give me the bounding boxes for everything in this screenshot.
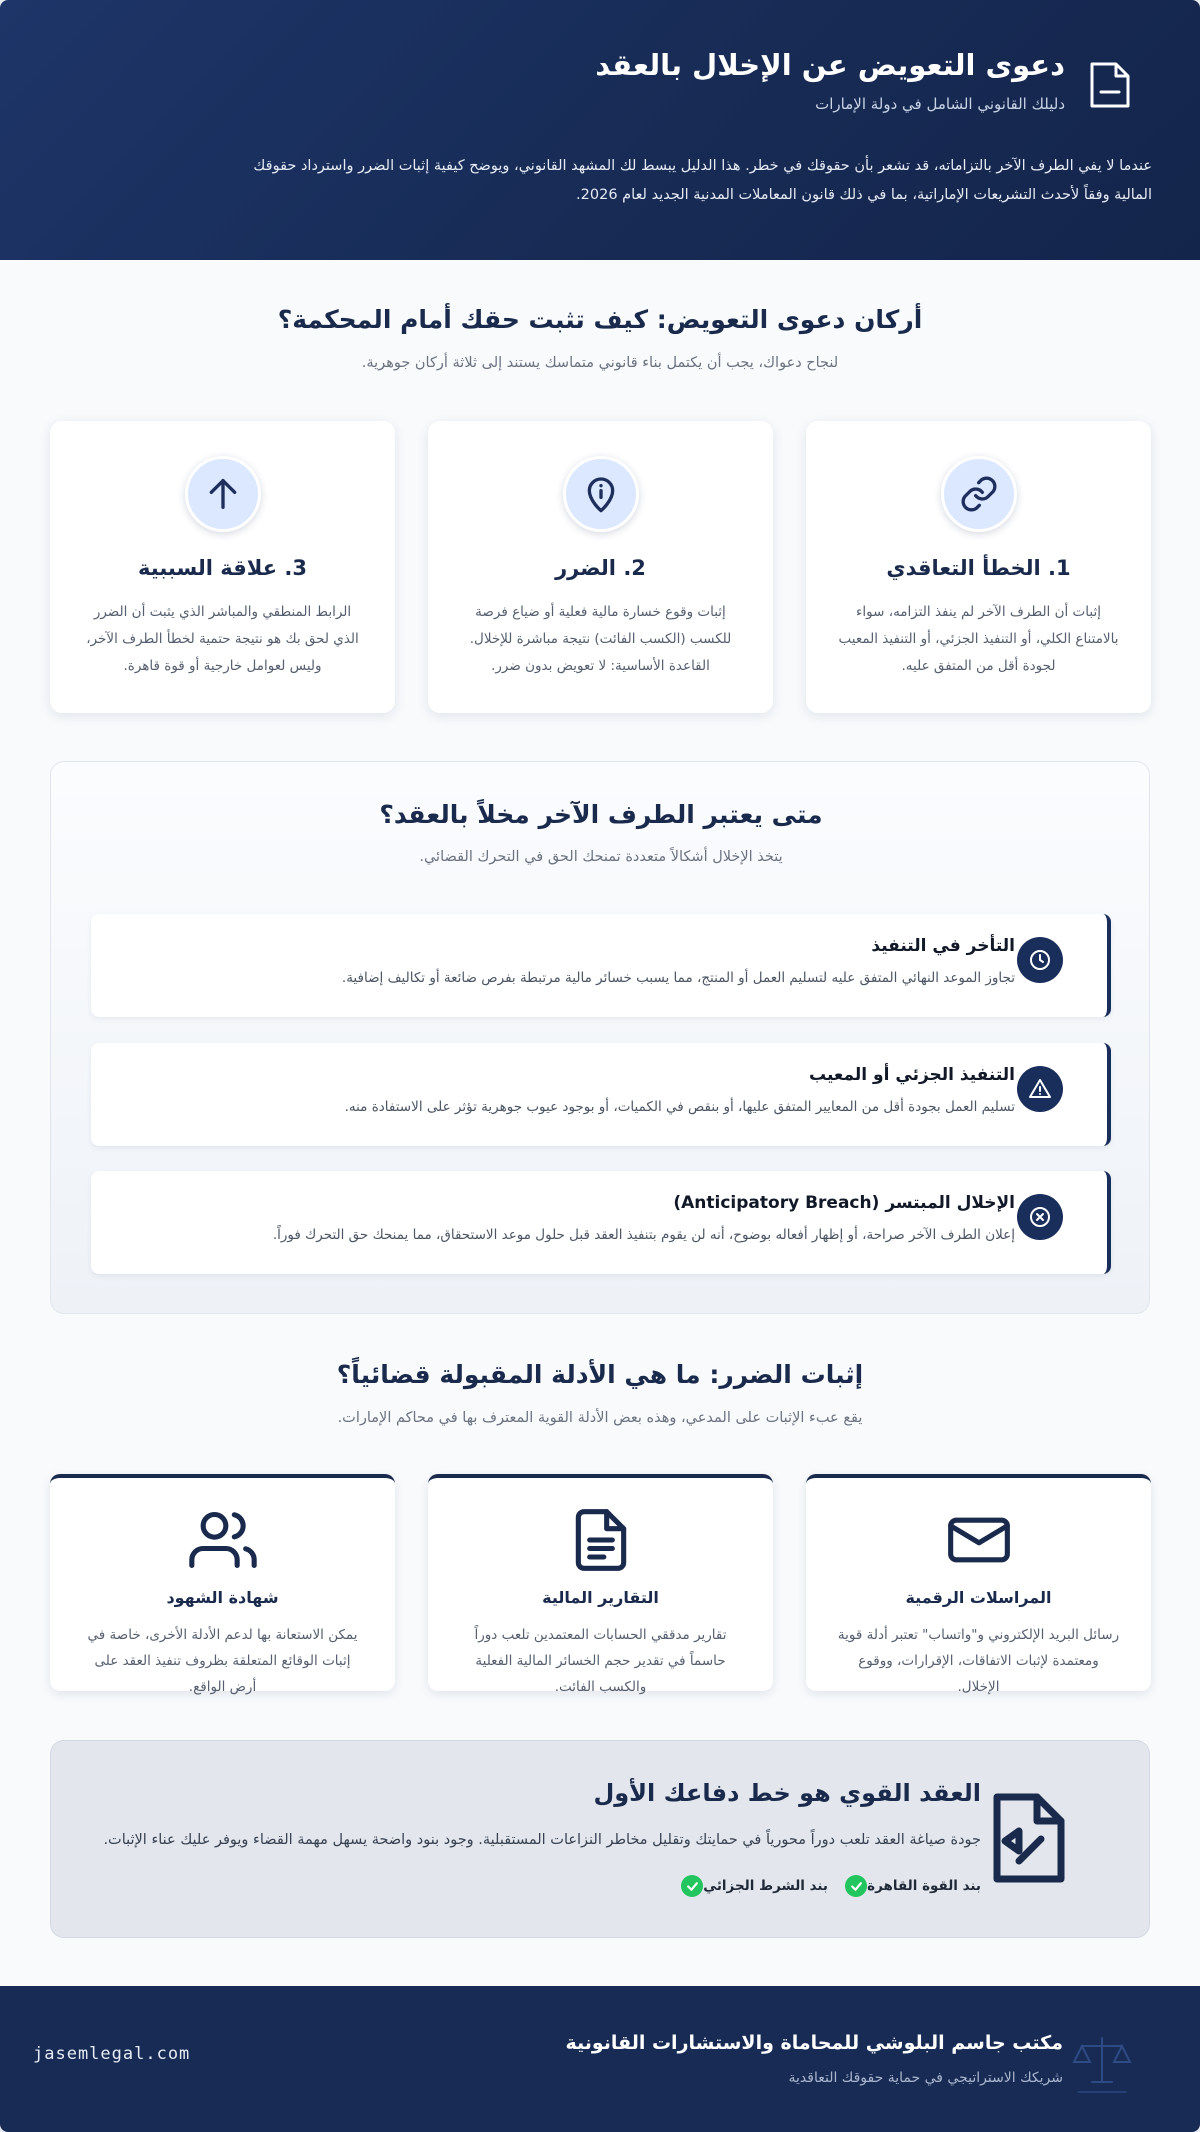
pillar-title: 2. الضرر [555,556,646,580]
document-icon [567,1506,635,1574]
breach-item-text: إعلان الطرف الآخر صراحة، أو إظهار أفعاله بوضوح، أنه لن يقوم بتنفيذ العقد قبل حلول موعد الاستحقاق، مما يمنحك حق التحرك فوراً. [272,1227,1015,1243]
check-label: بند القوة القاهرة [867,1878,981,1894]
evidence-card-text: يمكن الاستعانة بها لدعم الأدلة الأخرى، خاصة في إثبات الوقائع المتعلقة بظروف تنفيذ العقد على أرض الواقع. [87,1627,358,1695]
evidence-card-witnesses [50,1474,395,1695]
x-circle-icon [1028,1205,1052,1229]
info-icon [581,474,621,514]
check-label: بند الشرط الجزائي [703,1878,828,1894]
breach-item-delay [91,914,1111,1017]
contract-title: العقد القوي هو خط دفاعك الأول [593,1779,981,1807]
document-icon [1088,60,1132,110]
intro-paragraph: عندما لا يفي الطرف الآخر بالتزاماته، قد تشعر بأن حقوقك في خطر. هذا الدليل يبسط لك المشهد القانوني، ويوضح كيفية إثبات الضرر واسترداد حقوقك المالية وفقاً لأحدث التشريعات الإماراتية، بما في ذلك قانون المعاملات المدنية الجديد لعام 2026. [253,158,1152,203]
firm-tagline: شريكك الاستراتيجي في حماية حقوقك التعاقدية [788,2070,1063,2086]
pillars-subtitle: لنجاح دعواك، يجب أن يكتمل بناء قانوني متماسك يستند إلى ثلاثة أركان جوهرية. [361,355,839,371]
check-icon [845,1875,867,1897]
pillar-text: إثبات أن الطرف الآخر لم ينفذ التزامه، سواء بالامتناع الكلي، أو التنفيذ الجزئي، أو التنفيذ المعيب لجودة أقل من المتفق عليه. [838,604,1119,674]
warning-icon [1028,1077,1052,1101]
check-item-force-majeure [845,1875,981,1897]
evidence-card-title: التقارير المالية [542,1588,659,1607]
page-subtitle: دليلك القانوني الشامل في دولة الإمارات [815,95,1065,113]
footer [0,1986,1200,2132]
pillar-text: الرابط المنطقي والمباشر الذي يثبت أن الضرر الذي لحق بك هو نتيجة حتمية لخطأ الطرف الآخر، وليس لعوامل خارجية أو قوة قاهرة. [86,604,359,674]
breach-subtitle: يتخذ الإخلال أشكالاً متعددة تمنحك الحق في التحرك القضائي. [419,849,783,865]
clock-icon [1028,948,1052,972]
mail-icon [945,1506,1013,1574]
page-title: دعوى التعويض عن الإخلال بالعقد [595,48,1065,82]
breach-item-title: التأخر في التنفيذ [871,936,1015,956]
contract-callout [50,1740,1150,1938]
link-icon [959,474,999,514]
breach-item-anticipatory [91,1171,1111,1274]
breach-item-partial [91,1043,1111,1146]
evidence-subtitle: يقع عبء الإثبات على المدعي، وهذه بعض الأدلة القوية المعترف بها في محاكم الإمارات. [337,1410,863,1426]
evidence-card-financial [428,1474,773,1695]
check-item-penalty-clause [681,1875,828,1897]
arrow-up-icon [203,474,243,514]
pillar-card-damage [428,421,773,713]
website-link[interactable]: jasemlegal.com [33,2044,191,2064]
evidence-card-title: المراسلات الرقمية [905,1588,1052,1607]
evidence-title: إثبات الضرر: ما هي الأدلة المقبولة قضائياً؟ [336,1360,864,1389]
breach-title: متى يعتبر الطرف الآخر مخلاً بالعقد؟ [379,800,823,829]
breach-section [50,761,1150,1314]
pillar-card-causality [50,421,395,713]
pillar-title: 3. علاقة السببية [138,556,307,580]
pillar-title: 1. الخطأ التعاقدي [886,556,1071,580]
breach-item-text: تسليم العمل بجودة أقل من المعايير المتفق عليها، أو بنقص في الكميات، أو بوجود عيوب جوهرية تؤثر على الاستفادة منه. [344,1099,1015,1115]
check-icon [681,1875,703,1897]
hero-header [0,0,1200,260]
pillars-title: أركان دعوى التعويض: كيف تثبت حقك أمام المحكمة؟ [277,305,923,334]
users-icon [189,1506,257,1574]
breach-item-title: الإخلال المبتسر (Anticipatory Breach) [673,1193,1015,1213]
breach-item-title: التنفيذ الجزئي أو المعيب [809,1065,1015,1085]
pillar-card-error [806,421,1151,713]
breach-item-text: تجاوز الموعد النهائي المتفق عليه لتسليم العمل أو المنتج، مما يسبب خسائر مالية مرتبطة بفرص ضائعة أو تكاليف إضافية. [341,970,1015,986]
pillar-text: إثبات وقوع خسارة مالية فعلية أو ضياع فرصة للكسب (الكسب الفائت) نتيجة مباشرة للإخلال. القاعدة الأساسية: لا تعويض بدون ضرر. [469,604,732,674]
evidence-card-text: رسائل البريد الإلكتروني و"واتساب" تعتبر أدلة قوية ومعتمدة لإثبات الاتفاقات، الإقرارات، ووقوع الإخلال. [837,1627,1120,1695]
scales-logo-icon [1064,2028,1140,2100]
contract-text: جودة صياغة العقد تلعب دوراً محورياً في حمايتك وتقليل مخاطر النزاعات المستقبلية. وجود بنود واضحة يسهل مهمة القضاء ويوفر عليك عناء الإثبات. [103,1832,981,1848]
evidence-card-text: تقارير مدققي الحسابات المعتمدين تلعب دوراً حاسماً في تقدير حجم الخسائر المالية الفعلية والكسب الفائت. [474,1627,727,1695]
evidence-card-digital [806,1474,1151,1695]
contract-icon [991,1791,1067,1885]
firm-name: مكتب جاسم البلوشي للمحاماة والاستشارات القانونية [565,2032,1063,2054]
evidence-card-title: شهادة الشهود [166,1588,279,1607]
